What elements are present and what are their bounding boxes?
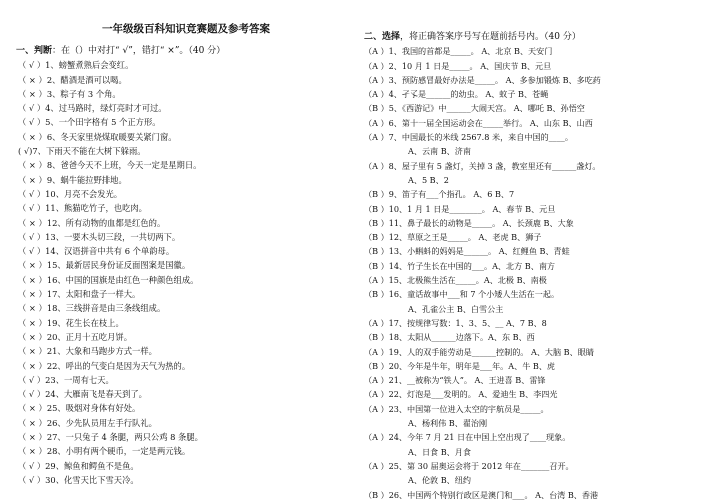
judge-question-item: （ × ）17、太阳和盘子一样大。 bbox=[18, 289, 141, 300]
judge-question-item: ( √)7、下雨天不能在大树下躲雨。 bbox=[18, 146, 146, 157]
judge-question-list bbox=[16, 58, 356, 487]
judge-question-item: （ √ ）1、螃蟹煮熟后会变红。 bbox=[18, 60, 134, 71]
choice-options-line: A、伦敦 B、纽约 bbox=[408, 475, 471, 486]
choice-question-item: （B ）13、小蝌蚪的妈妈是______。 A、红鲤鱼 B、青蛙 bbox=[364, 246, 570, 257]
choice-question-item: （A ）17、按规律写数：1、3、5、__ A、7 B、8 bbox=[364, 317, 547, 328]
document-title: 一年级级百科知识竞赛题及参考答案 bbox=[102, 23, 270, 35]
judge-question-item: （ × ）19、花生长在枝上。 bbox=[18, 317, 124, 328]
choice-question-item: （A ）1、我国的首都是_____。 A、北京 B、天安门 bbox=[364, 46, 553, 57]
section2-instruction: ，将正确答案序号写在题前括号内。（40 分） bbox=[400, 32, 581, 42]
judge-question-item: （ √ ）23、一周有七天。 bbox=[18, 374, 114, 385]
judge-question-item: （ × ）8、爸爸今天不上班，今天一定是星期日。 bbox=[18, 160, 202, 171]
judge-question-item: （ √ ）4、过马路时，绿灯亮时才可过。 bbox=[18, 103, 167, 114]
choice-options-line: A、5 B、2 bbox=[408, 174, 449, 185]
judge-question-item: （ × ）3、粽子有 3 个角。 bbox=[18, 88, 121, 99]
choice-question-item: （A ）2、10 月 1 日是_____。 A、国庆节 B、元旦 bbox=[364, 60, 552, 71]
left-column bbox=[16, 14, 356, 487]
choice-question-item: （B ）12、草原之王是_____。 A、老虎 B、狮子 bbox=[364, 232, 542, 243]
section1-heading bbox=[16, 44, 356, 58]
right-column bbox=[364, 14, 698, 502]
choice-question-item: （B ）11、鼻子最长的动物是_____。 A、长颈鹿 B、大象 bbox=[364, 217, 574, 228]
judge-question-item: （ × ）25、吸烟对身体有好处。 bbox=[18, 403, 141, 414]
judge-question-item: （ × ）22、呼出的气变白是因为天气为热的。 bbox=[18, 360, 191, 371]
choice-question-item: （A ）8、屋子里有 5 盏灯，关掉 3 盏，教室里还有______盏灯。 bbox=[364, 160, 601, 171]
choice-question-item: （A ）22、灯泡是___发明的。 A、爱迪生 B、李四光 bbox=[364, 389, 558, 400]
judge-question-item: （ √ ）13、一要木头切三段，一共切两下。 bbox=[18, 231, 181, 242]
choice-question-item: （A ）19、人的双手能劳动是______控制的。 A、大脑 B、眼睛 bbox=[364, 346, 594, 357]
judge-question-item: （ √ ）30、化雪天比下雪天冷。 bbox=[18, 474, 139, 485]
judge-question-item: （ √ ）14、汉语拼音中共有 6 个单韵母。 bbox=[18, 246, 175, 257]
choice-question-item: （B ）14、竹子生长在中国的___。A、北方 B、南方 bbox=[364, 260, 556, 271]
section1-instruction: ：在（）中对打“ √”，错打“ ×”。（40 分） bbox=[52, 46, 226, 56]
choice-question-item: （B ）20、今年是牛年，明年是___年。A、牛 B、虎 bbox=[364, 360, 556, 371]
judge-question-item: （ √ ）24、大雁南飞是春天到了。 bbox=[18, 389, 147, 400]
choice-question-item: （B ）16、童话故事中___和 7 个小矮人生活在一起。 bbox=[364, 289, 560, 300]
judge-question-item: （ × ）9、蜗牛能拉野排地。 bbox=[18, 174, 127, 185]
choice-question-item: （A ）6、第十一届全国运动会在_____举行。 A、山东 B、山西 bbox=[364, 117, 593, 128]
choice-question-item: （B ）18、太阳从______边落下。A、东 B、西 bbox=[364, 332, 535, 343]
judge-question-item: （ × ）20、正月十五吃月饼。 bbox=[18, 331, 133, 342]
choice-options-line: A、日食 B、月食 bbox=[408, 446, 471, 457]
judge-question-item: （ × ）21、大象和马跑步方式一样。 bbox=[18, 346, 157, 357]
choice-question-item: （A ）3、预防感冒最好办法是_____。 A、多参加锻炼 B、多吃药 bbox=[364, 74, 601, 85]
section2-heading bbox=[364, 30, 698, 44]
judge-question-item: （ √ ）5、一个田字格有 5 个正方形。 bbox=[18, 117, 161, 128]
choice-question-item: （A ）7、中国最长的米线 2567.8 米，来自中国的____。 bbox=[364, 132, 573, 143]
choice-question-item: （A ）4、孑孓是______的幼虫。 A、蚊子 B、苍蝇 bbox=[364, 89, 549, 100]
choice-question-item: （A ）23、中国第一位进入太空的宇航员是_____。 bbox=[364, 403, 549, 414]
choice-options-line: A、孔雀公主 B、白雪公主 bbox=[408, 303, 504, 314]
choice-question-item: （A ）21、__被称为“铁人”。 A、王进喜 B、雷锋 bbox=[364, 375, 546, 386]
choice-question-item: （A ）25、第 30 届奥运会将于 2012 年在_______召开。 bbox=[364, 460, 574, 471]
choice-question-item: （A ）15、北极熊生活在_____。A、北极 B、南极 bbox=[364, 275, 547, 286]
judge-question-item: （ × ）6、冬天家里烧煤取暖要关紧门窗。 bbox=[18, 131, 177, 142]
choice-options-line: A、杨利伟 B、翟治刚 bbox=[408, 418, 488, 429]
judge-question-item: （ √ ）29、鲸鱼和鳄鱼不是鱼。 bbox=[18, 460, 139, 471]
choice-question-item: （B ）10、1 月 1 日是________。 A、春节 B、元旦 bbox=[364, 203, 556, 214]
choice-question-item: （B ）26、中国两个特别行政区是澳门和___。 A、台湾 B、香港 bbox=[364, 489, 599, 500]
judge-question-item: （ × ）12、所有动物的血都是红色的。 bbox=[18, 217, 166, 228]
judge-question-item: （ × ）26、少先队员用左手行队礼。 bbox=[18, 417, 157, 428]
judge-question-item: （ × ）27、一只兔子 4 条腿，两只公鸡 8 条腿。 bbox=[18, 432, 203, 443]
judge-question-item: （ √ ）11、熊猫吃竹子，也吃肉。 bbox=[18, 203, 147, 214]
choice-question-item: （B ）9、笛子有___个指孔。 A、6 B、7 bbox=[364, 189, 515, 200]
judge-question-item: （ × ）18、三线拼音是由三条线组成。 bbox=[18, 303, 166, 314]
choice-question-list bbox=[364, 44, 698, 502]
judge-question-item: （ × ）2、醋酒是酒可以喝。 bbox=[18, 74, 127, 85]
section2-label: 二、选择 bbox=[364, 32, 401, 42]
judge-question-item: （ × ）16、中国的国旗是由红色一种颜色组成。 bbox=[18, 274, 199, 285]
choice-question-item: （B ）5、《西游记》中______大闹天宫。 A、哪吒 B、孙悟空 bbox=[364, 103, 585, 114]
choice-options-line: A、云南 B、济南 bbox=[408, 146, 471, 157]
judge-question-item: （ × ）15、最新居民身份证反面图案是国徽。 bbox=[18, 260, 191, 271]
choice-question-item: （A ）24、今年 7 月 21 日在中国上空出现了____现象。 bbox=[364, 432, 571, 443]
judge-question-item: （ √ ）10、月亮不会发光。 bbox=[18, 188, 123, 199]
judge-question-item: （ × ）28、小明有两个硬币，一定是两元钱。 bbox=[18, 446, 191, 457]
section1-label: 一、判断 bbox=[16, 46, 53, 56]
